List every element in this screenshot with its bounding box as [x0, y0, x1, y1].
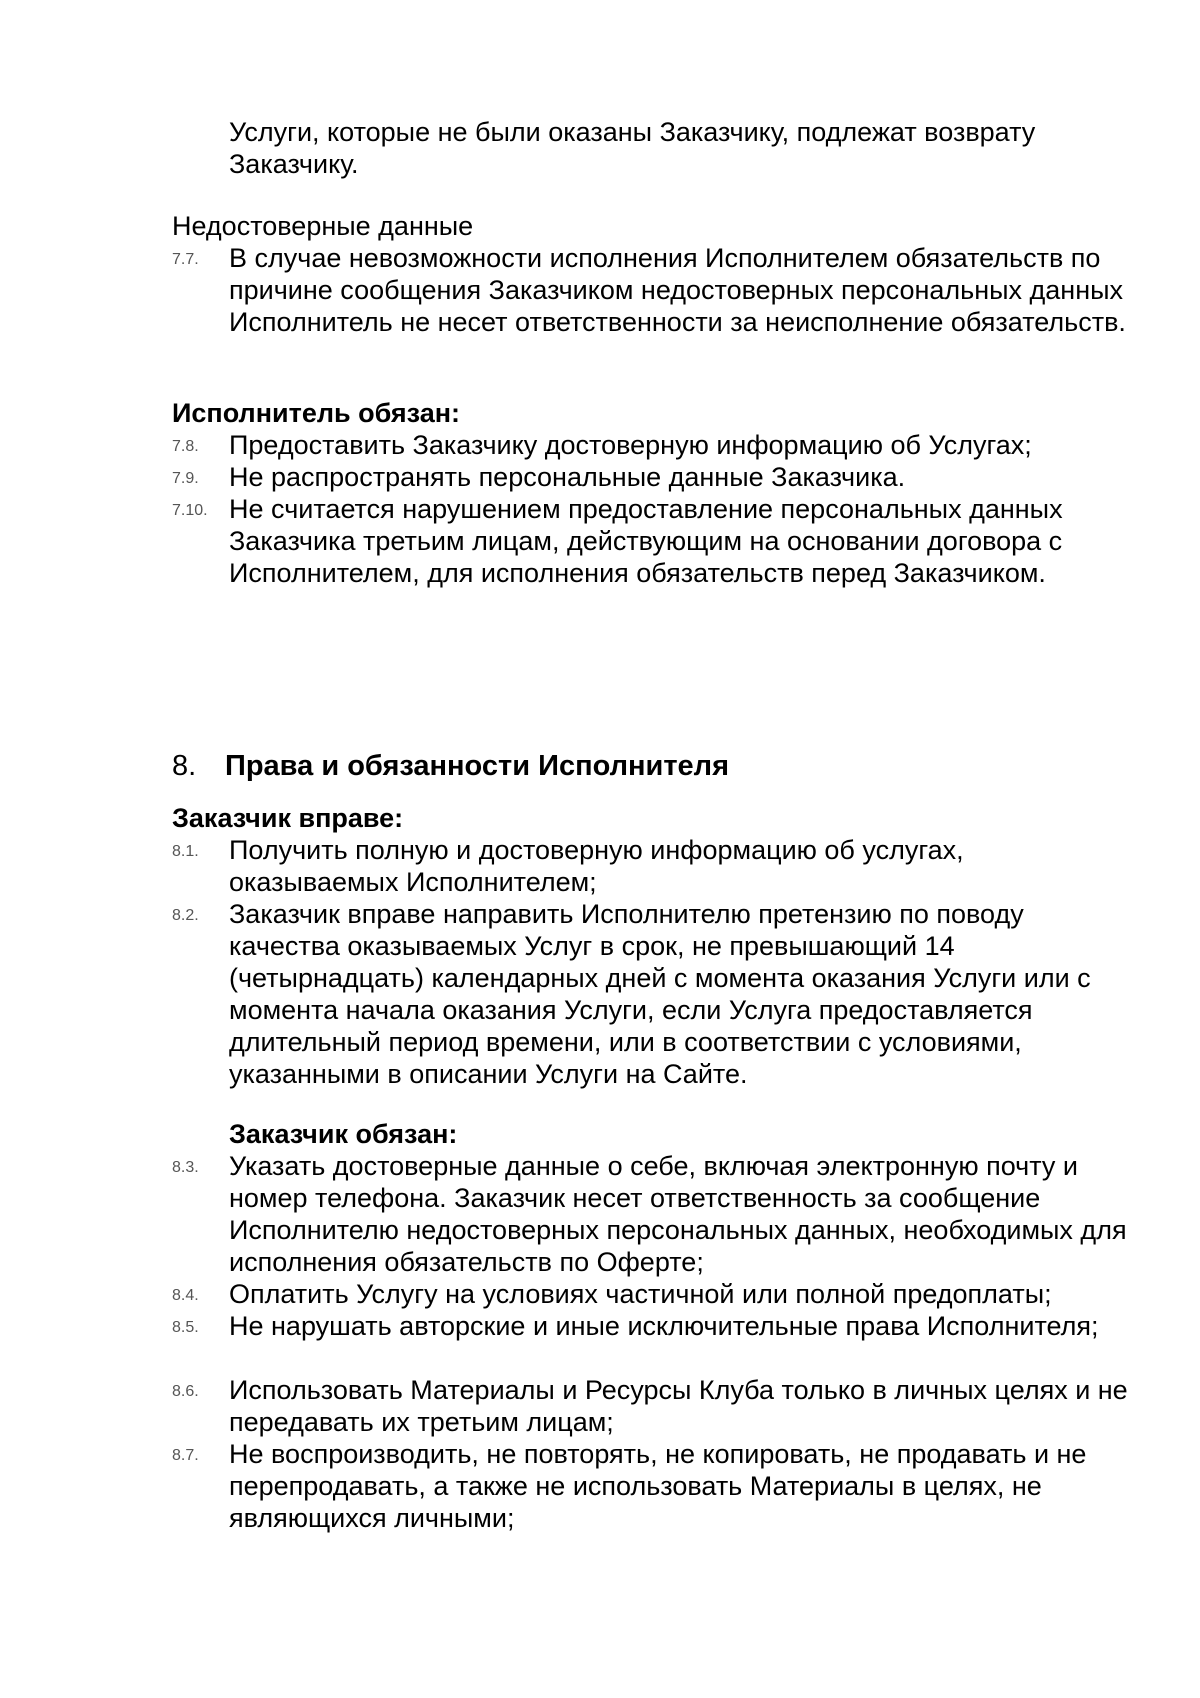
item-number: 7.7. — [172, 251, 199, 268]
item-number: 8.2. — [172, 907, 199, 924]
item-number: 8.6. — [172, 1383, 199, 1400]
section-name: Права и обязанности Исполнителя — [225, 750, 730, 782]
continuation-text: Услуги, которые не были оказаны Заказчику, подлежат возврату Заказчику. — [229, 117, 1036, 179]
list-item — [0, 429, 1200, 461]
list-item-7-8 — [0, 429, 1200, 461]
unreliable-data-heading-text: Недостоверные данные — [172, 211, 474, 241]
item-number: 8.7. — [172, 1447, 199, 1464]
item-number: 8.3. — [172, 1159, 199, 1176]
item-text: Не нарушать авторские и иные исключительные права Исполнителя; — [229, 1311, 1099, 1341]
list-item — [0, 493, 1200, 589]
list-item — [0, 242, 1200, 338]
item-text: Не распространять персональные данные Заказчика. — [229, 462, 906, 492]
list-item-8-1 — [0, 834, 1200, 898]
client-duties-heading-text: Заказчик обязан: — [229, 1119, 458, 1149]
list-item-8-6 — [0, 1374, 1200, 1438]
list-item-7-7 — [0, 242, 1200, 338]
list-item — [0, 898, 1200, 1090]
section-title — [172, 748, 729, 784]
item-number: 8.1. — [172, 843, 199, 860]
list-item — [0, 1438, 1200, 1534]
list-item-8-2 — [0, 898, 1200, 1090]
list-item — [0, 1374, 1200, 1438]
list-item-8-7 — [0, 1438, 1200, 1534]
executor-obliged-heading — [0, 397, 1200, 429]
item-text: Оплатить Услугу на условиях частичной или полной предоплаты; — [229, 1279, 1052, 1309]
client-rights-heading-text: Заказчик вправе: — [172, 803, 404, 833]
list-item-7-9 — [0, 461, 1200, 493]
item-text: Не считается нарушением предоставление персональных данных Заказчика третьим лицам, действующим на основании договора с Исполнителем, для исполнения обязательств перед Заказчиком. — [229, 494, 1063, 588]
list-item — [0, 1310, 1200, 1342]
list-item — [0, 461, 1200, 493]
unreliable-data-heading — [0, 210, 1200, 242]
item-number: 7.9. — [172, 470, 199, 487]
client-rights-heading — [0, 802, 1200, 834]
item-text: Не воспроизводить, не повторять, не копировать, не продавать и не перепродавать, а также не использовать Материалы в целях, не являющихся личными; — [229, 1439, 1087, 1533]
item-number: 8.4. — [172, 1287, 199, 1304]
list-item-8-4 — [0, 1278, 1200, 1310]
list-item-8-5 — [0, 1310, 1200, 1342]
list-item — [0, 1278, 1200, 1310]
item-number: 7.8. — [172, 438, 199, 455]
executor-obliged-heading-text: Исполнитель обязан: — [172, 398, 461, 428]
list-item-8-3 — [0, 1150, 1200, 1278]
list-item-7-10 — [0, 493, 1200, 589]
item-text: Получить полную и достоверную информацию об услугах, оказываемых Исполнителем; — [229, 835, 964, 897]
list-item — [0, 834, 1200, 898]
continuation-paragraph — [0, 116, 1200, 180]
item-number: 8.5. — [172, 1319, 199, 1336]
client-duties-heading — [0, 1118, 1200, 1150]
section-number: 8. — [172, 750, 197, 782]
item-text: Указать достоверные данные о себе, включая электронную почту и номер телефона. Заказчик несет ответственность за сообщение Исполнителю недостоверных персональных данных, необходимых для исполнения обязательств по Оферте; — [229, 1151, 1127, 1277]
item-text: Предоставить Заказчику достоверную информацию об Услугах; — [229, 430, 1032, 460]
item-text: В случае невозможности исполнения Исполнителем обязательств по причине сообщения Заказчиком недостоверных персональных данных Исполнитель не несет ответственности за неисполнение обязательств. — [229, 243, 1126, 337]
item-text: Заказчик вправе направить Исполнителю претензию по поводу качества оказываемых Услуг в срок, не превышающий 14 (четырнадцать) календарных дней с момента оказания Услуги или с момента начала оказания Услуги, если Услуга предоставляется длительный период времени, или в соответствии с условиями, указанными в описании Услуги на Сайте. — [229, 899, 1091, 1089]
item-number: 7.10. — [172, 502, 208, 519]
item-text: Использовать Материалы и Ресурсы Клуба только в личных целях и не передавать их третьим лицам; — [229, 1375, 1128, 1437]
list-item — [0, 1150, 1200, 1278]
